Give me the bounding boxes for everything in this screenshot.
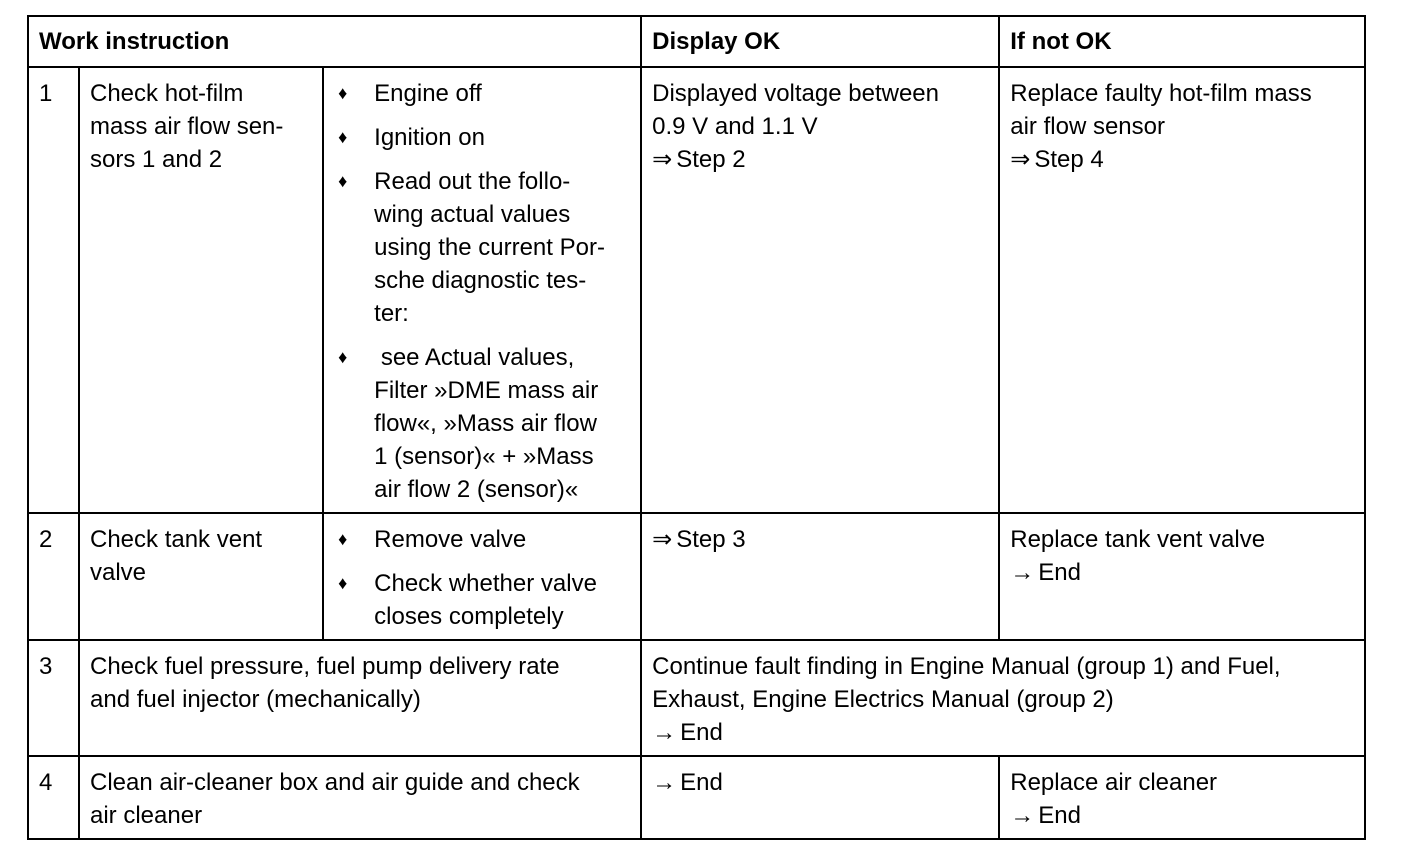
double-arrow-icon: ⇒ xyxy=(652,526,673,553)
step-number: 2 xyxy=(28,513,79,640)
arrow-right-icon: → xyxy=(1010,559,1035,586)
step-actions xyxy=(323,513,641,640)
list-item: ♦ Ignition on xyxy=(334,121,630,154)
bullet-icon: ♦ xyxy=(338,171,348,191)
arrow-right-icon: → xyxy=(1010,802,1035,829)
work-instruction-table xyxy=(27,15,1366,840)
list-item: ♦ Read out the follo- wing actual values using the current Por- sche diagnostic tes- ter: xyxy=(334,165,630,330)
list-item: ♦ Remove valve xyxy=(334,523,630,556)
header-display-ok: Display OK xyxy=(641,16,999,67)
bullet-icon: ♦ xyxy=(338,347,348,367)
step-number: 1 xyxy=(28,67,79,513)
double-arrow-icon: ⇒ xyxy=(1010,146,1031,173)
header-row xyxy=(28,16,1365,67)
table-row xyxy=(28,67,1365,513)
double-arrow-icon: ⇒ xyxy=(652,146,673,173)
header-if-not-ok: If not OK xyxy=(999,16,1365,67)
display-ok-cell: Displayed voltage between 0.9 V and 1.1 V ⇒ Step 2 xyxy=(641,67,999,513)
step-task: Clean air-cleaner box and air guide and check air cleaner xyxy=(79,756,641,839)
list-item: ♦ Check whether valve closes completely xyxy=(334,567,630,633)
bullet-icon: ♦ xyxy=(338,127,348,147)
step-number: 4 xyxy=(28,756,79,839)
arrow-right-icon: → xyxy=(652,769,677,796)
step-actions xyxy=(323,67,641,513)
step-task: Check hot-film mass air flow sen- sors 1 and 2 xyxy=(79,67,323,513)
bullet-icon: ♦ xyxy=(338,529,348,549)
list-item: ♦ see Actual values, Filter »DME mass air flow«, »Mass air flow 1 (sensor)« + »Mass air flow 2 (sensor)« xyxy=(334,341,630,506)
step-number: 3 xyxy=(28,640,79,756)
table-row xyxy=(28,513,1365,640)
display-ok-cell: ⇒ Step 3 xyxy=(641,513,999,640)
display-ok-cell: → End xyxy=(641,756,999,839)
if-not-ok-cell: Replace tank vent valve → End xyxy=(999,513,1365,640)
step-task: Check tank vent valve xyxy=(79,513,323,640)
combined-result-cell: Continue fault finding in Engine Manual (group 1) and Fuel, Exhaust, Engine Electrics Manual (group 2) → End xyxy=(641,640,1365,756)
if-not-ok-cell: Replace faulty hot-film mass air flow sensor ⇒ Step 4 xyxy=(999,67,1365,513)
table-row xyxy=(28,640,1365,756)
arrow-right-icon: → xyxy=(652,719,677,746)
bullet-icon: ♦ xyxy=(338,83,348,103)
header-work-instruction: Work instruction xyxy=(28,16,641,67)
bullet-icon: ♦ xyxy=(338,573,348,593)
table-row xyxy=(28,756,1365,839)
step-task: Check fuel pressure, fuel pump delivery rate and fuel injector (mechanically) xyxy=(79,640,641,756)
if-not-ok-cell: Replace air cleaner → End xyxy=(999,756,1365,839)
list-item: ♦ Engine off xyxy=(334,77,630,110)
